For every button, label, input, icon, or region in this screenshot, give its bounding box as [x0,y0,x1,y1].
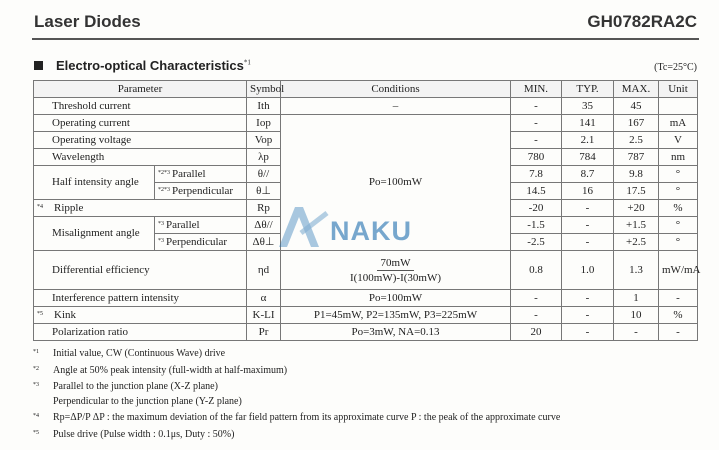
unit-cell: nm [659,149,698,166]
unit-cell: V [659,132,698,149]
min-cell: - [511,307,562,324]
max-cell: 10 [614,307,659,324]
footnote-mark: *4 [33,413,39,420]
note-mark: *2*3 [158,170,170,176]
footnote-text: Initial value, CW (Continuous Wave) drive [53,348,226,359]
fraction-denominator: I(100mW)-I(30mW) [349,271,442,284]
param-label: Kink [54,309,76,321]
symbol-cell: Vop [247,132,281,149]
table-row [34,307,698,324]
condition-cell: Po=100mW [281,290,511,307]
unit-cell: mW/mA [659,251,698,290]
typ-cell: 1.0 [562,251,614,290]
footnote-mark: *1 [33,349,39,355]
max-cell: 45 [614,98,659,115]
footnote-mark: *2 [33,365,39,372]
typ-cell: - [562,234,614,251]
symbol-cell: ηd [247,251,281,290]
footnote [33,409,560,426]
param-cell: Interference pattern intensity [34,290,247,307]
param-label: Ripple [54,202,84,214]
typ-cell: 16 [562,183,614,200]
footnote [33,345,560,362]
section-note: *1 [243,58,251,67]
unit-cell: mA [659,115,698,132]
header-conditions: Conditions [281,81,511,98]
footnotes [33,345,560,443]
symbol-cell: α [247,290,281,307]
condition-cell: – [281,98,511,115]
table-header-row [34,81,698,98]
min-cell: - [511,98,562,115]
unit-cell: ° [659,183,698,200]
footnote-text: Perpendicular to the junction plane (Y-Z plane) [53,395,242,407]
symbol-cell: λp [247,149,281,166]
typ-cell: - [562,324,614,341]
min-cell: 14.5 [511,183,562,200]
footnote-text: Angle at 50% peak intensity (full-width at half-maximum) [53,364,288,376]
table-row [34,98,698,115]
page-title: Laser Diodes [34,12,141,31]
unit-cell: ° [659,217,698,234]
symbol-cell [247,98,281,115]
unit-cell: ° [659,166,698,183]
max-cell: 9.8 [614,166,659,183]
min-cell: 780 [511,149,562,166]
note-mark: *4 [37,204,43,210]
header-symbol: Symbol [247,81,281,98]
footnote-text: Parallel to the junction plane (X-Z plane) [53,381,218,393]
header-typ: TYP. [562,81,614,98]
max-cell: - [614,324,659,341]
param-cell [34,307,247,324]
condition-cell: Po=3mW, NA=0.13 [281,324,511,341]
table-row [34,290,698,307]
min-cell: 7.8 [511,166,562,183]
note-mark: *5 [37,311,43,317]
sub-param-label: Perpendicular [172,185,234,197]
param-cell: Threshold current [34,98,247,115]
fraction-numerator: 70mW [377,257,415,271]
min-cell: 20 [511,324,562,341]
max-cell: 2.5 [614,132,659,149]
part-number: GH0782RA2C [587,12,697,31]
max-cell: +1.5 [614,217,659,234]
typ-cell: 784 [562,149,614,166]
param-cell: Operating voltage [34,132,247,149]
symbol-cell: Δθ⊥ [247,234,281,251]
fraction-condition-cell [281,251,511,290]
sub-param-label: Parallel [172,168,206,180]
unit-cell: ° [659,234,698,251]
note-mark: *2*3 [158,187,170,193]
footnote [33,378,560,395]
min-cell: 0.8 [511,251,562,290]
symbol-cell: Iop [247,115,281,132]
min-cell: - [511,290,562,307]
header-parameter: Parameter [34,81,247,98]
symbol-cell: Rp [247,200,281,217]
symbol-cell: θ⊥ [247,183,281,200]
symbol-cell: Pr [247,324,281,341]
header-unit: Unit [659,81,698,98]
header-divider [32,38,699,40]
header-min: MIN. [511,81,562,98]
max-cell: 1 [614,290,659,307]
symbol-cell: θ// [247,166,281,183]
footnote [33,426,560,443]
max-cell: +2.5 [614,234,659,251]
unit-cell [659,98,698,115]
typ-cell: 141 [562,115,614,132]
watermark-logo-icon [275,203,331,251]
note-mark: *3 [158,221,164,227]
characteristics-table [33,80,701,341]
symbol-cell: K-LI [247,307,281,324]
sub-param-cell [155,217,247,234]
sub-param-cell [155,166,247,183]
param-cell: Differential efficiency [34,251,247,290]
min-cell: -2.5 [511,234,562,251]
footnote-mark: *3 [33,382,39,389]
sub-param-label: Parallel [166,219,200,231]
param-cell: Wavelength [34,149,247,166]
footnote-text: Rp=ΔP/P ΔP : the maximum deviation of the far field pattern from its approximate curve P : the peak of the approximate curve [53,412,561,424]
typ-cell: - [562,200,614,217]
typ-cell: 8.7 [562,166,614,183]
max-cell: 167 [614,115,659,132]
typ-cell: 2.1 [562,132,614,149]
table-row [34,115,698,132]
footnote [33,395,560,410]
typ-cell: - [562,290,614,307]
unit-cell: % [659,200,698,217]
sub-param-label: Perpendicular [166,236,228,248]
min-cell: - [511,115,562,132]
param-cell: Polarization ratio [34,324,247,341]
sub-param-cell [155,234,247,251]
shared-condition-cell: Po=100mW [281,115,511,251]
symbol-cell: Δθ// [247,217,281,234]
unit-cell: % [659,307,698,324]
unit-cell: - [659,290,698,307]
typ-cell: - [562,217,614,234]
param-group-cell: Misalignment angle [34,217,155,251]
footnote-text: Pulse drive (Pulse width : 0.1μs, Duty : 50%) [53,428,235,440]
temperature-condition: (Tc=25°C) [654,62,697,73]
header-max: MAX. [614,81,659,98]
param-cell [34,200,247,217]
param-group-cell: Half intensity angle [34,166,155,200]
condition-cell: P1=45mW, P2=135mW, P3=225mW [281,307,511,324]
table-row [34,251,698,290]
note-mark: *3 [158,238,164,244]
footnote [33,362,560,379]
max-cell: 1.3 [614,251,659,290]
symbol-text: Ith [257,99,270,112]
param-cell: Operating current [34,115,247,132]
max-cell: +20 [614,200,659,217]
min-cell: -1.5 [511,217,562,234]
watermark-text: NAKU [330,216,412,246]
max-cell: 17.5 [614,183,659,200]
typ-cell: 35 [562,98,614,115]
max-cell: 787 [614,149,659,166]
section-title: Electro-optical Characteristics [56,58,244,73]
section-heading [34,58,251,73]
min-cell: -20 [511,200,562,217]
footnote-mark: *5 [33,429,39,436]
bullet-square-icon [34,61,43,70]
table-row [34,324,698,341]
unit-cell: - [659,324,698,341]
min-cell: - [511,132,562,149]
sub-param-cell [155,183,247,200]
typ-cell: - [562,307,614,324]
